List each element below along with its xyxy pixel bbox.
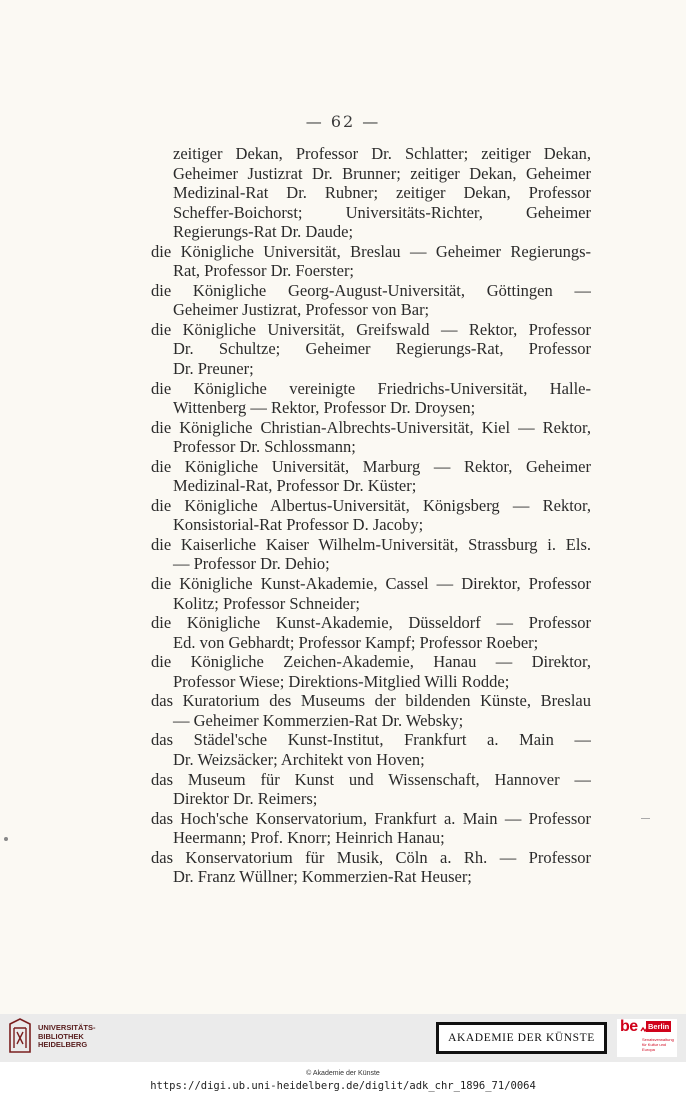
- list-entry: [151, 144, 591, 242]
- text-line: Kolitz; Professor Schneider;: [173, 593, 360, 613]
- list-entry: [151, 496, 591, 535]
- text-line: Geheimer Justizrat Dr. Brunner; zeitiger Dekan, Geheimer: [173, 163, 591, 183]
- text-line: die Königliche Georg-August-Universität, Göttingen —: [151, 280, 591, 300]
- berlin-logo-subtitle: Senatsverwaltung für Kultur und Europa: [642, 1037, 674, 1052]
- list-entry: [151, 848, 591, 887]
- text-line: die Königliche Christian-Albrechts-Universität, Kiel — Rektor,: [151, 417, 591, 437]
- body-text: [151, 144, 591, 887]
- list-entry: [151, 457, 591, 496]
- text-line: Dr. Schultze; Geheimer Regierungs-Rat, Professor: [173, 339, 591, 359]
- text-line: — Geheimer Kommerzien-Rat Dr. Websky;: [173, 710, 464, 730]
- text-line: Rat, Professor Dr. Foerster;: [173, 261, 355, 281]
- text-line: die Königliche Albertus-Universität, Königsberg — Rektor,: [151, 495, 591, 515]
- text-line: — Professor Dr. Dehio;: [173, 554, 330, 574]
- list-entry: [151, 418, 591, 457]
- be-logo-text: be: [620, 1018, 638, 1035]
- text-line: die Königliche Zeichen-Akademie, Hanau — Direktor,: [151, 652, 591, 672]
- berlin-logo-label: Berlin: [648, 1022, 670, 1031]
- list-entry: [151, 281, 591, 320]
- university-line: HEIDELBERG: [38, 1040, 88, 1049]
- list-entry: [151, 320, 591, 379]
- page-url-link[interactable]: https://digi.ub.uni-heidelberg.de/diglit/adk_chr_1896_71/0064: [150, 1080, 536, 1092]
- text-line: die Königliche Universität, Breslau — Geheimer Regierungs-: [151, 241, 591, 261]
- text-line: Regierungs-Rat Dr. Daude;: [173, 222, 354, 242]
- text-line: Dr. Franz Wüllner; Kommerzien-Rat Heuser;: [173, 867, 472, 887]
- text-line: Scheffer-Boichorst; Universitäts-Richter, Geheimer: [173, 202, 591, 222]
- text-line: die Königliche Universität, Marburg — Rektor, Geheimer: [151, 456, 591, 476]
- text-line: Ed. von Gebhardt; Professor Kampf; Professor Roeber;: [173, 632, 539, 652]
- university-library-name: [38, 1024, 96, 1050]
- text-line: das Museum für Kunst und Wissenschaft, Hannover —: [151, 769, 591, 789]
- margin-mark: [641, 818, 650, 819]
- list-entry: [151, 770, 591, 809]
- text-line: Wittenberg — Rektor, Professor Dr. Droysen;: [173, 398, 476, 418]
- text-line: Medizinal-Rat, Professor Dr. Küster;: [173, 476, 417, 496]
- text-line: die Königliche vereinigte Friedrichs-Universität, Halle-: [151, 378, 591, 398]
- text-line: die Königliche Kunst-Akademie, Cassel — Direktor, Professor: [151, 574, 591, 594]
- text-line: Medizinal-Rat Dr. Rubner; zeitiger Dekan, Professor: [173, 183, 591, 203]
- text-line: Professor Dr. Schlossmann;: [173, 437, 356, 457]
- list-entry: [151, 379, 591, 418]
- list-entry: [151, 809, 591, 848]
- text-line: Professor Wiese; Direktions-Mitglied Willi Rodde;: [173, 671, 510, 691]
- text-line: Dr. Preuner;: [173, 359, 254, 379]
- page-number: — 62 —: [305, 112, 381, 131]
- text-line: Geheimer Justizrat, Professor von Bar;: [173, 300, 430, 320]
- text-line: das Kuratorium des Museums der bildenden Künste, Breslau: [151, 691, 591, 711]
- text-line: das Hoch'sche Konservatorium, Frankfurt a. Main — Professor: [151, 808, 591, 828]
- text-line: Direktor Dr. Reimers;: [173, 789, 318, 809]
- text-line: Dr. Weizsäcker; Architekt von Hoven;: [173, 749, 425, 769]
- text-line: das Konservatorium für Musik, Cöln a. Rh. — Professor: [151, 847, 591, 867]
- list-entry: [151, 691, 591, 730]
- text-line: Heermann; Prof. Knorr; Heinrich Hanau;: [173, 828, 445, 848]
- copyright-notice: © Akademie der Künste: [306, 1070, 380, 1077]
- text-line: das Städel'sche Kunst-Institut, Frankfurt a. Main —: [151, 730, 591, 750]
- university-line: BIBLIOTHEK: [38, 1031, 84, 1041]
- list-entry: [151, 613, 591, 652]
- university-line: UNIVERSITÄTS-: [38, 1023, 96, 1032]
- list-entry: [151, 652, 591, 691]
- text-line: die Königliche Universität, Greifswald — Rektor, Professor: [151, 319, 591, 339]
- text-line: Konsistorial-Rat Professor D. Jacoby;: [173, 515, 424, 535]
- text-line: die Königliche Kunst-Akademie, Düsseldorf — Professor: [151, 613, 591, 633]
- heidelberg-library-logo-icon: [6, 1018, 34, 1056]
- text-line: die Kaiserliche Kaiser Wilhelm-Universität, Strassburg i. Els.: [151, 534, 591, 554]
- akademie-logo: [436, 1022, 607, 1054]
- scan-speck: [4, 837, 8, 841]
- akademie-logo-text: AKADEMIE DER KÜNSTE: [439, 1025, 604, 1051]
- list-entry: [151, 574, 591, 613]
- text-line: zeitiger Dekan, Professor Dr. Schlatter; zeitiger Dekan,: [173, 144, 591, 163]
- list-entry: [151, 242, 591, 281]
- list-entry: [151, 730, 591, 769]
- list-entry: [151, 535, 591, 574]
